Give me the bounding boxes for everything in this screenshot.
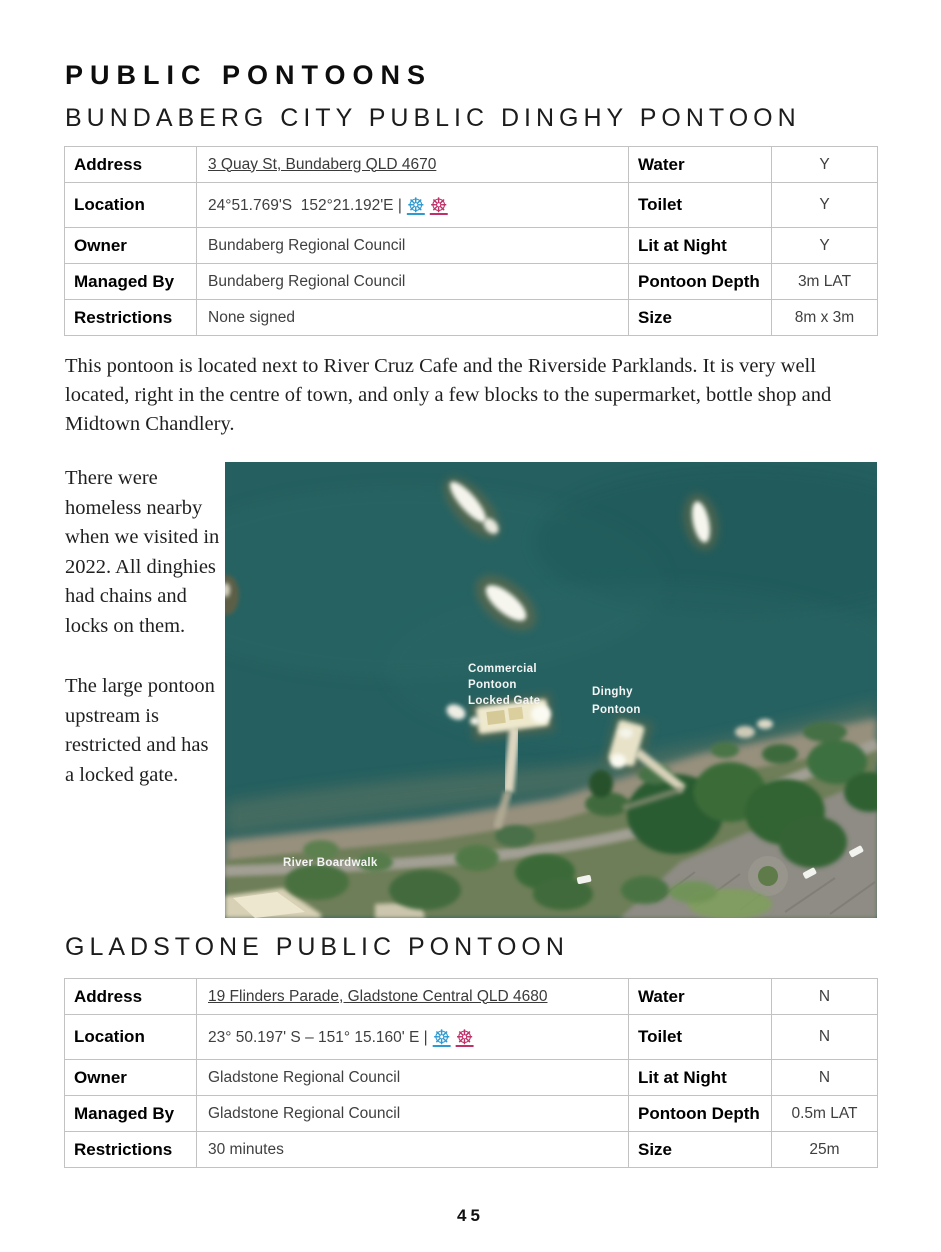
- water-value: Y: [772, 147, 878, 183]
- water-label: Water: [629, 979, 772, 1015]
- lit-at-night-label: Lit at Night: [629, 228, 772, 264]
- managed-by-value: Bundaberg Regional Council: [197, 264, 629, 300]
- restrictions-label: Restrictions: [65, 300, 197, 336]
- owner-label: Owner: [65, 1060, 197, 1096]
- toilet-value: Y: [772, 183, 878, 228]
- table-row: [65, 147, 878, 183]
- size-label: Size: [629, 300, 772, 336]
- restrictions-value: None signed: [197, 300, 629, 336]
- pontoon-depth-value: 3m LAT: [772, 264, 878, 300]
- commercial-pontoon-label: Locked Gate: [468, 695, 541, 707]
- water-value: N: [772, 979, 878, 1015]
- size-value: 25m: [772, 1132, 878, 1168]
- side-note: The large pontoon upstream is restricted and has a locked gate.: [65, 675, 215, 786]
- side-note: There were homeless nearby when we visited in 2022. All dinghies had chains and locks on them.: [65, 467, 220, 637]
- table-row: [65, 1096, 878, 1132]
- dinghy-pontoon-label: Pontoon: [592, 704, 641, 716]
- table-row: [65, 1132, 878, 1168]
- table-row: [65, 979, 878, 1015]
- address-label: Address: [65, 147, 197, 183]
- size-value: 8m x 3m: [772, 300, 878, 336]
- page-title: PUBLIC PONTOONS: [65, 60, 433, 90]
- owner-value: Bundaberg Regional Council: [197, 228, 629, 264]
- river-boardwalk-label: River Boardwalk: [283, 857, 378, 869]
- lit-at-night-value: N: [772, 1060, 878, 1096]
- commercial-pontoon-label: Commercial: [468, 663, 537, 675]
- toilet-label: Toilet: [629, 1015, 772, 1060]
- location-label: Location: [65, 183, 197, 228]
- location-coordinates: 23° 50.197' S – 151° 15.160' E |: [208, 1029, 428, 1046]
- table-row: [65, 1015, 878, 1060]
- address-label: Address: [65, 979, 197, 1015]
- lit-at-night-value: Y: [772, 228, 878, 264]
- helm-wheel-icon-blue[interactable]: ☸: [406, 193, 425, 217]
- page-number: 45: [457, 1206, 484, 1225]
- intro-paragraph: This pontoon is located next to River Cruz Cafe and the Riverside Parklands. It is very well located, right in the centre of town, and only a few blocks to the supermarket, bottle shop and Midtown Chandlery.: [65, 355, 832, 435]
- toilet-label: Toilet: [629, 183, 772, 228]
- water-label: Water: [629, 147, 772, 183]
- helm-wheel-icon-pink[interactable]: ☸: [455, 1025, 474, 1049]
- address-link[interactable]: 19 Flinders Parade, Gladstone Central QLD 4680: [208, 987, 548, 1005]
- table-row: [65, 264, 878, 300]
- location-coordinates: 24°51.769'S 152°21.192'E |: [208, 197, 402, 214]
- side-notes-column: [65, 464, 220, 821]
- owner-label: Owner: [65, 228, 197, 264]
- commercial-pontoon-label: Pontoon: [468, 679, 517, 691]
- table-row: [65, 300, 878, 336]
- toilet-value: N: [772, 1015, 878, 1060]
- restrictions-label: Restrictions: [65, 1132, 197, 1168]
- bundaberg-info-table: [64, 146, 878, 336]
- satellite-map-image: [225, 462, 877, 918]
- table-row: [65, 1060, 878, 1096]
- managed-by-label: Managed By: [65, 264, 197, 300]
- managed-by-label: Managed By: [65, 1096, 197, 1132]
- restrictions-value: 30 minutes: [197, 1132, 629, 1168]
- managed-by-value: Gladstone Regional Council: [197, 1096, 629, 1132]
- owner-value: Gladstone Regional Council: [197, 1060, 629, 1096]
- helm-wheel-icon-pink[interactable]: ☸: [429, 193, 448, 217]
- section-heading-gladstone: GLADSTONE PUBLIC PONTOON: [65, 933, 569, 961]
- address-link[interactable]: 3 Quay St, Bundaberg QLD 4670: [208, 155, 437, 173]
- table-row: [65, 228, 878, 264]
- size-label: Size: [629, 1132, 772, 1168]
- location-label: Location: [65, 1015, 197, 1060]
- dinghy-pontoon-label: Dinghy: [592, 686, 633, 698]
- helm-wheel-icon-blue[interactable]: ☸: [432, 1025, 451, 1049]
- gladstone-info-table: [64, 978, 878, 1168]
- section-heading-bundaberg: BUNDABERG CITY PUBLIC DINGHY PONTOON: [65, 104, 801, 132]
- pontoon-depth-value: 0.5m LAT: [772, 1096, 878, 1132]
- table-row: [65, 183, 878, 228]
- pontoon-depth-label: Pontoon Depth: [629, 264, 772, 300]
- pontoon-depth-label: Pontoon Depth: [629, 1096, 772, 1132]
- lit-at-night-label: Lit at Night: [629, 1060, 772, 1096]
